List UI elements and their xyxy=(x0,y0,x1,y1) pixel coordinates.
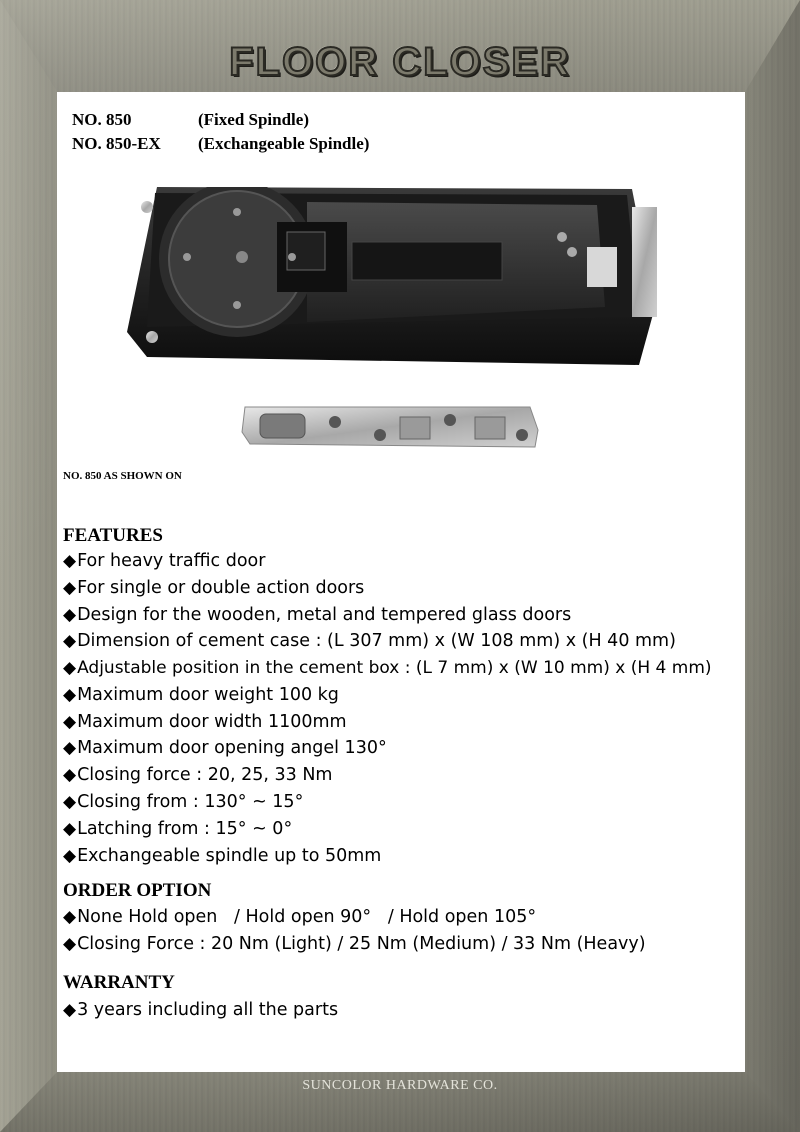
diamond-bullet-icon: ◆ xyxy=(63,685,77,705)
model-description: (Fixed Spindle) xyxy=(198,110,309,129)
diamond-bullet-icon: ◆ xyxy=(63,907,77,927)
frame-bevel-right xyxy=(745,0,800,1132)
diamond-bullet-icon: ◆ xyxy=(63,738,77,758)
diamond-bullet-icon: ◆ xyxy=(63,934,77,954)
diamond-bullet-icon: ◆ xyxy=(63,605,77,625)
feature-item: ◆Dimension of cement case : (L 307 mm) x (W 108 mm) x (H 40 mm) xyxy=(63,631,676,651)
diamond-bullet-icon: ◆ xyxy=(63,578,77,598)
model-description: (Exchangeable Spindle) xyxy=(198,134,370,153)
model-number: NO. 850 xyxy=(72,110,132,129)
feature-item: ◆Maximum door weight 100 kg xyxy=(63,685,339,705)
order-option-item: ◆Closing Force : 20 Nm (Light) / 25 Nm (Medium) / 33 Nm (Heavy) xyxy=(63,934,646,954)
feature-item: ◆Exchangeable spindle up to 50mm xyxy=(63,846,382,866)
feature-item: ◆Closing force : 20, 25, 33 Nm xyxy=(63,765,333,785)
model-row-850-ex xyxy=(72,134,369,154)
feature-item: ◆Maximum door width 1100mm xyxy=(63,712,347,732)
diamond-bullet-icon: ◆ xyxy=(63,792,77,812)
features-heading: FEATURES xyxy=(63,525,163,546)
diamond-bullet-icon: ◆ xyxy=(63,765,77,785)
feature-item: ◆Maximum door opening angel 130° xyxy=(63,738,387,758)
feature-item: ◆For single or double action doors xyxy=(63,578,365,598)
diamond-bullet-icon: ◆ xyxy=(63,631,77,651)
warranty-item: ◆3 years including all the parts xyxy=(63,1000,339,1020)
product-caption: NO. 850 AS SHOWN ON xyxy=(63,470,182,482)
diamond-bullet-icon: ◆ xyxy=(63,658,77,678)
content-panel xyxy=(57,92,745,1072)
top-pivot-plate-image xyxy=(240,402,540,452)
frame-bevel-left xyxy=(0,0,57,1132)
feature-item: ◆Latching from : 15° ~ 0° xyxy=(63,819,293,839)
diamond-bullet-icon: ◆ xyxy=(63,846,77,866)
diamond-bullet-icon: ◆ xyxy=(63,1000,77,1020)
diamond-bullet-icon: ◆ xyxy=(63,712,77,732)
feature-item: ◆Closing from : 130° ~ 15° xyxy=(63,792,304,812)
order-option-heading: ORDER OPTION xyxy=(63,880,212,901)
feature-item: ◆Adjustable position in the cement box : (L 7 mm) x (W 10 mm) x (H 4 mm) xyxy=(63,658,712,678)
feature-item: ◆Design for the wooden, metal and tempered glass doors xyxy=(63,605,572,625)
feature-item: ◆For heavy traffic door xyxy=(63,551,266,571)
company-footer: SUNCOLOR HARDWARE CO. xyxy=(302,1078,498,1093)
model-number: NO. 850-EX xyxy=(72,134,161,153)
floor-closer-product-image xyxy=(127,187,662,367)
order-option-item: ◆None Hold open / Hold open 90° / Hold open 105° xyxy=(63,907,537,927)
warranty-heading: WARRANTY xyxy=(63,972,175,993)
diamond-bullet-icon: ◆ xyxy=(63,551,77,571)
page-title: FLOOR CLOSER xyxy=(229,40,571,84)
diamond-bullet-icon: ◆ xyxy=(63,819,77,839)
model-row-850 xyxy=(72,110,309,130)
